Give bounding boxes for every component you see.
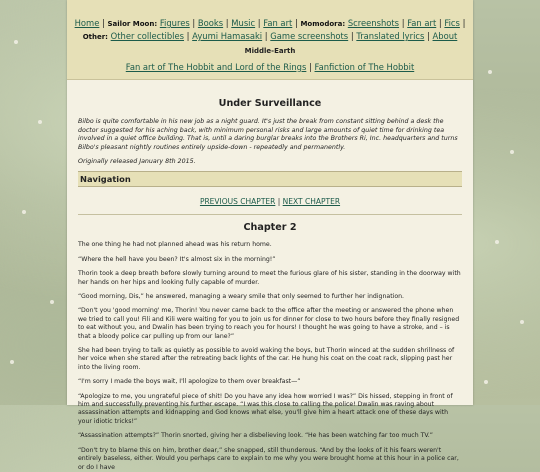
- nav-home-link[interactable]: Home: [74, 18, 100, 28]
- nav-momodora-fan-art-link[interactable]: Fan art: [407, 18, 437, 28]
- divider: [78, 214, 462, 215]
- next-chapter-link[interactable]: NEXT CHAPTER: [282, 197, 341, 207]
- story-paragraph: “Good morning, Dis,” he answered, managing a weary smile that only seemed to further her indignation.: [78, 293, 405, 300]
- nav-books-link[interactable]: Books: [197, 18, 224, 28]
- nav-ayumi-hamasaki-link[interactable]: Ayumi Hamasaki: [192, 31, 263, 41]
- story-paragraph: “Assassination attempts?” Thorin snorted, giving her a disbelieving look. “He has been watching far too much TV.”: [78, 432, 433, 440]
- nav-row-1: Home | Sailor Moon: Figures | Books | Music | Fan art | Momodora: Screenshots | Fan art | Fics | Other: Other collectibles | Ayumi Hamasaki | Game screenshots | Translated lyrics | About: [74, 18, 466, 41]
- chapter-heading: Chapter 2: [243, 222, 297, 234]
- nav-middle-earth-label: Middle-Earth: [244, 47, 296, 55]
- nav-momodora-label: Momodora:: [300, 20, 346, 28]
- chapter-nav-separator: |: [277, 197, 281, 207]
- nav-sailor-moon-label: Sailor Moon:: [107, 20, 158, 28]
- nav-fics-link[interactable]: Fics: [444, 18, 460, 28]
- story-paragraph: “Don't you 'good morning' me, Thorin! You never came back to the office after the meeting or answered the phone when we tried to call you! Fili and Kili were waiting for you to join us for dinner for close to two hours before they finally resigned to eat without you, and Dwalin has been trying to reach you for hours! I thought he was going to have a stroke, and – is that a bloody police car pulling up from our lane?”: [78, 307, 460, 340]
- main-content: [67, 80, 473, 472]
- page-container: [67, 0, 473, 471]
- nav-other-label: Other:: [82, 33, 108, 41]
- previous-chapter-link[interactable]: PREVIOUS CHAPTER: [199, 197, 276, 207]
- nav-translated-lyrics-link[interactable]: Translated lyrics: [356, 31, 425, 41]
- nav-game-screenshots-link[interactable]: Game screenshots: [270, 31, 349, 41]
- story-paragraph: She had been trying to talk as quietly as possible to avoid waking the boys, but Thorin winced at the sudden shrillness of her voice when she stared after the retreating back lights of the car. He hung his coat on the coat rack, slipping past her into the living room.: [78, 347, 455, 371]
- nav-hobbit-fanfiction-link[interactable]: Fanfiction of The Hobbit: [314, 62, 415, 72]
- chapter-navigation: [78, 197, 462, 206]
- story-paragraph: “Don't try to blame this on him, brother dear,” she snapped, still thunderous. “And by the looks of it his fears weren't entirely baseless, either. Would you perhaps care to explain to me why you were brought home at this hour in a police car, or do I have: [78, 446, 459, 471]
- story-summary: Bilbo is quite comfortable in his new job as a night guard. It's just the break from constant sitting behind a desk the doctor suggested for his aching back, with minimum personal risks and large amounts of quiet time for drinking tea involved in a quiet office building. That is, until a daring burglar breaks into the Brothers Ri, Inc. headquarters and turns Bilbo's pleasant nightly routines entirely upside-down - repeatedly and permanently.: [78, 118, 458, 151]
- story-text: [78, 241, 462, 472]
- story-title: Under Surveillance: [218, 98, 322, 109]
- story-paragraph: The one thing he had not planned ahead was his return home.: [78, 241, 272, 249]
- nav-music-link[interactable]: Music: [231, 18, 256, 28]
- story-paragraph: Thorin took a deep breath before slowly turning around to meet the furious glare of his sister, standing in the doorway with her hands on her hips and looking fully capable of murder.: [78, 270, 461, 286]
- navigation-heading: Navigation: [78, 171, 462, 187]
- nav-screenshots-link[interactable]: Screenshots: [347, 18, 400, 28]
- story-paragraph: “I'm sorry I made the boys wait, I'll apologize to them over breakfast—”: [78, 378, 301, 386]
- nav-figures-link[interactable]: Figures: [159, 18, 190, 28]
- nav-about-link[interactable]: About: [432, 31, 458, 41]
- nav-other-collectibles-link[interactable]: Other collectibles: [110, 31, 185, 41]
- release-date: Originally released January 8th 2015.: [78, 158, 196, 166]
- nav-fan-art-link[interactable]: Fan art: [263, 18, 293, 28]
- story-paragraph: “Apologize to me, you ungrateful piece of shit! Do you have any idea how worried I was?” Dis hissed, stepping in front of him and successfully preventing his further escape. “I was this close to calling the police! Dwalin was raving about assassination attempts and kidnapping and God knows what else, you'll give him a heart attack one of these days with your idiotic tricks!”: [78, 392, 453, 425]
- story-paragraph: “Where the hell have you been? It's almost six in the morning!”: [78, 255, 276, 263]
- site-navigation: [67, 0, 473, 80]
- nav-row-3: Fan art of The Hobbit and Lord of the Rings | Fanfiction of The Hobbit: [125, 62, 415, 72]
- nav-hobbit-fan-art-link[interactable]: Fan art of The Hobbit and Lord of the Rings: [125, 62, 307, 72]
